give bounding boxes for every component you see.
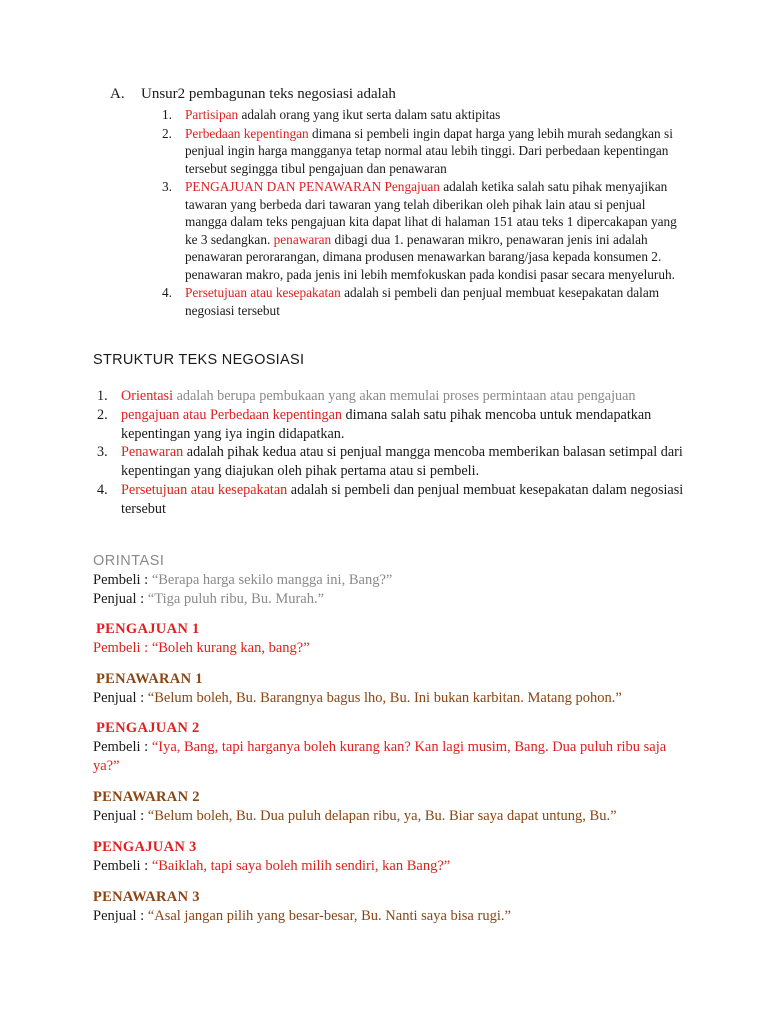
dialog-text: “Asal jangan pilih yang besar-besar, Bu. Nanti saya bisa rugi.” xyxy=(147,908,511,924)
dialog-text: “Iya, Bang, tapi harganya boleh kurang kan? Kan lagi musim, Bang. Dua puluh ribu saja ya?” xyxy=(93,739,667,774)
item-rest: adalah ketika salah satu pihak menyajikan tawaran yang berbeda dari tawaran yang telah diberikan oleh pihak lain atau si penjual mangga dalam teks pengajuan kita dapat lihat di halaman 151 atau teks 1 dipercakapan yang ke 3 sedangkan. xyxy=(185,179,677,247)
item-key: Persetujuan atau kesepakatan xyxy=(185,285,341,300)
dialog-text: “Belum boleh, Bu. Barangnya bagus lho, Bu. Ini bukan karbitan. Matang pohon.” xyxy=(147,690,622,706)
item-text xyxy=(185,125,682,178)
dialog-orientasi xyxy=(93,552,693,609)
list-item xyxy=(162,178,682,283)
speaker-label: Pembeli : xyxy=(93,640,152,656)
speaker-label: Penjual : xyxy=(93,808,148,824)
item-number: 4. xyxy=(97,481,108,498)
item-key: Penawaran xyxy=(121,444,184,461)
section-a-letter: A. xyxy=(110,86,125,102)
dialog-pengajuan-1 xyxy=(93,620,693,658)
dialog-line xyxy=(93,738,693,776)
item-rest: adalah pihak kedua atau si penjual mangga mencoba memberikan balasan setimpal dari kepentingan yang diajukan oleh pihak pertama atau si pembeli. xyxy=(121,444,683,480)
dialog-text: “Belum boleh, Bu. Dua puluh delapan ribu, ya, Bu. Biar saya dapat untung, Bu.” xyxy=(147,808,617,824)
dialog-pengajuan-2 xyxy=(93,719,693,776)
list-item xyxy=(162,125,682,178)
dialog-text: “Tiga puluh ribu, Bu. Murah.” xyxy=(147,591,325,607)
dialog-line xyxy=(93,907,693,926)
item-key: Orientasi xyxy=(121,388,174,404)
dialog-line xyxy=(93,807,693,826)
item-rest-2: dibagi dua 1. penawaran mikro, penawaran jenis ini adalah penawaran perorarangan, dimana produsen menawarkan barang/jasa kepada konsumen 2. penawaran makro, pada jenis ini lebih memfokuskan pada kondisi pasar secara menyeluruh. xyxy=(185,231,675,282)
dialog-penawaran-3 xyxy=(93,888,693,926)
item-number: 2. xyxy=(162,125,172,141)
struktur-heading: STRUKTUR TEKS NEGOSIASI xyxy=(93,352,305,368)
list-item xyxy=(162,106,682,124)
struktur-list xyxy=(97,387,687,519)
section-a-title: Unsur2 pembagunan teks negosiasi adalah xyxy=(141,86,396,102)
section-a-heading xyxy=(110,86,396,103)
item-rest: adalah orang yang ikut serta dalam satu aktipitas xyxy=(238,107,501,122)
dialog-penawaran-2 xyxy=(93,788,693,826)
item-text xyxy=(185,284,682,319)
speaker-label: Penjual : xyxy=(93,591,148,607)
dialog-line xyxy=(93,857,693,876)
speaker-label: Penjual : xyxy=(93,908,148,924)
dialog-heading: PENAWARAN 1 xyxy=(96,671,203,687)
speaker-label: Penjual : xyxy=(93,690,148,706)
dialog-text: “Baiklah, tapi saya boleh milih sendiri, kan Bang?” xyxy=(151,858,451,874)
dialog-text: “Berapa harga sekilo mangga ini, Bang?” xyxy=(151,572,393,588)
item-key-2: penawaran xyxy=(273,231,332,247)
item-rest: dimana si pembeli ingin dapat harga yang lebih murah sedangkan si penjual ingin harga mangganya tetap normal atau lebih tinggi. Dari perbedaan kepentingan tersebut segingga tibul pengajuan dan penawaran xyxy=(185,125,673,176)
dialog-line xyxy=(93,689,693,708)
item-text xyxy=(185,178,682,283)
dialog-pengajuan-3 xyxy=(93,838,693,876)
dialog-penawaran-1 xyxy=(93,670,693,708)
list-item xyxy=(97,406,687,444)
dialog-heading: PENGAJUAN 2 xyxy=(96,720,200,736)
list-item xyxy=(97,387,687,406)
item-rest: dimana salah satu pihak mencoba untuk mendapatkan kepentingan yang iya ingin didapatkan. xyxy=(121,406,652,442)
dialog-text: “Boleh kurang kan, bang?” xyxy=(151,640,310,656)
item-number: 3. xyxy=(97,444,108,461)
item-number: 3. xyxy=(162,179,172,194)
item-key: Perbedaan kepentingan xyxy=(185,125,309,141)
dialog-heading: PENGAJUAN 1 xyxy=(96,621,200,637)
dialog-heading: PENAWARAN 3 xyxy=(93,889,200,905)
item-number: 1. xyxy=(97,388,108,404)
item-number: 4. xyxy=(162,285,172,300)
item-number: 1. xyxy=(162,107,172,122)
item-rest: adalah si pembeli dan penjual membuat kesepakatan dalam negosiasi tersebut xyxy=(185,285,660,318)
item-rest: adalah si pembeli dan penjual membuat kesepakatan dalam negosiasi tersebut xyxy=(121,481,684,517)
item-rest: adalah berupa pembukaan yang akan memulai proses permintaan atau pengajuan xyxy=(173,388,636,404)
item-number: 2. xyxy=(97,406,108,423)
dialog-line xyxy=(93,590,693,609)
item-key: Partisipan xyxy=(185,107,239,122)
dialog-heading: PENGAJUAN 3 xyxy=(93,839,197,855)
list-item xyxy=(97,481,687,519)
item-text xyxy=(121,387,687,406)
dialog-line xyxy=(93,571,693,590)
list-item xyxy=(97,443,687,481)
list-item xyxy=(162,284,682,319)
dialog-line xyxy=(93,639,693,658)
item-text xyxy=(121,481,687,519)
item-key: pengajuan atau Perbedaan kepentingan xyxy=(121,406,342,423)
speaker-label: Pembeli : xyxy=(93,858,152,874)
dialog-heading: PENAWARAN 2 xyxy=(93,789,200,805)
speaker-label: Pembeli : xyxy=(93,739,152,755)
item-key: Persetujuan atau kesepakatan xyxy=(121,481,288,498)
item-key: PENGAJUAN DAN PENAWARAN Pengajuan xyxy=(185,179,440,194)
item-text xyxy=(121,406,687,444)
item-text xyxy=(121,443,687,481)
section-a-list xyxy=(162,106,682,320)
dialog-heading: ORINTASI xyxy=(93,553,165,569)
speaker-label: Pembeli : xyxy=(93,572,152,588)
item-text xyxy=(185,106,682,124)
